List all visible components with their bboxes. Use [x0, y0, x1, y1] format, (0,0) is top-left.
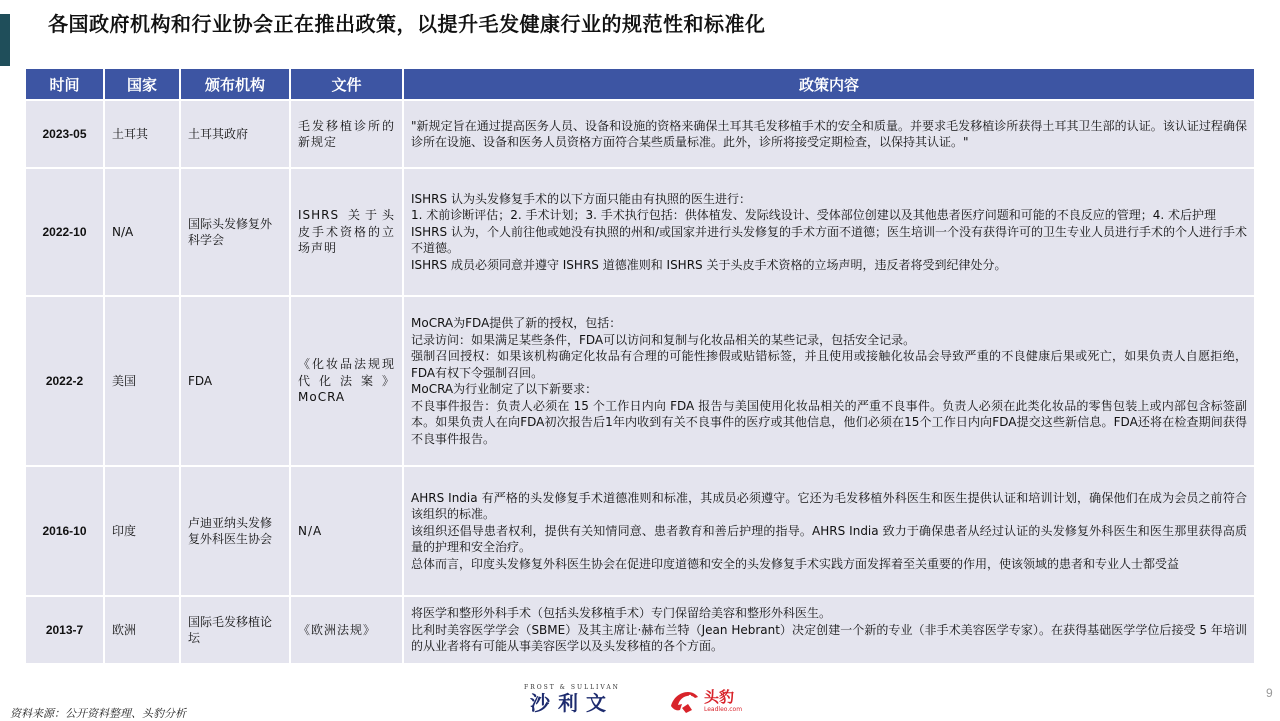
- cell-country: 土耳其: [104, 100, 180, 168]
- table-row: [26, 296, 1254, 466]
- cell-policy-content: [403, 466, 1254, 596]
- content-line: ISHRS 认为头发修复手术的以下方面只能由有执照的医生进行：: [411, 191, 751, 206]
- cell-document: ISHRS 关于头皮手术资格的立场声明: [290, 168, 403, 296]
- leopard-icon: [668, 686, 700, 716]
- cell-country: 欧洲: [104, 596, 180, 664]
- table-row: [26, 596, 1254, 664]
- table-row: [26, 466, 1254, 596]
- content-line: 比利时美容医学学会（SBME）及其主席让·赫布兰特（Jean Hebrant）决定创建一个新的专业（非手术美容医学专家）。在获得基础医学学位后接受 5 年培训的从业者将有可能从事美容医学以及头发移植的各个方面。: [411, 622, 1247, 654]
- cell-time: 2022-10: [26, 168, 104, 296]
- cell-time: 2023-05: [26, 100, 104, 168]
- cell-org: 卢迪亚纳头发修复外科医生协会: [180, 466, 290, 596]
- cell-country: 印度: [104, 466, 180, 596]
- header-org: 颁布机构: [180, 69, 290, 100]
- content-line: 强制召回授权：如果该机构确定化妆品有合理的可能性掺假或贴错标签，并且使用或接触化妆品会导致严重的不良健康后果或死亡，如果负责人自愿拒绝，FDA有权下令强制召回。: [411, 349, 1247, 380]
- cell-time: 2016-10: [26, 466, 104, 596]
- cell-policy-content: [403, 596, 1254, 664]
- accent-bar: [0, 14, 10, 66]
- page-title: 各国政府机构和行业协会正在推出政策，以提升毛发健康行业的规范性和标准化: [48, 12, 766, 36]
- leadleo-logo-url: Leadleo.com: [704, 706, 743, 713]
- cell-document: N/A: [290, 466, 403, 596]
- content-line: 总体而言，印度头发修复外科医生协会在促进印度道德和安全的头发修复手术实践方面发挥着至关重要的作用，使该领域的患者和专业人士都受益: [411, 556, 1180, 571]
- table-header-row: [26, 69, 1254, 100]
- cell-country: 美国: [104, 296, 180, 466]
- content-line: 记录访问：如果满足某些条件，FDA可以访问和复制与化妆品相关的某些记录，包括安全记录。: [411, 332, 916, 347]
- table-row: [26, 168, 1254, 296]
- content-line: AHRS India 有严格的头发修复手术道德准则和标准，其成员必须遵守。它还为毛发移植外科医生和医生提供认证和培训计划，确保他们在成为会员之前符合该组织的标准。: [411, 490, 1247, 522]
- cell-org: 土耳其政府: [180, 100, 290, 168]
- table-row: [26, 100, 1254, 168]
- cell-org: 国际毛发移植论坛: [180, 596, 290, 664]
- header-document: 文件: [290, 69, 403, 100]
- cell-country: N/A: [104, 168, 180, 296]
- header-country: 国家: [104, 69, 180, 100]
- cell-policy-content: [403, 168, 1254, 296]
- policy-table: [26, 69, 1254, 665]
- header-policy-content: 政策内容: [403, 69, 1254, 100]
- cell-org: FDA: [180, 296, 290, 466]
- content-line: 不良事件报告：负责人必须在 15 个工作日内向 FDA 报告与美国使用化妆品相关的严重不良事件。负责人必须在此类化妆品的零售包装上或内部包含标签副本。如果负责人在向FDA初次报告后1年内收到有关不良事件的医疗或其他信息，他们必须在15个工作日内向FDA提交这些新信息。FDA还将在检查期间获得不良事件报告。: [411, 398, 1247, 446]
- cell-document: 毛发移植诊所的新规定: [290, 100, 403, 168]
- content-line: MoCRA为FDA提供了新的授权，包括：: [411, 316, 622, 330]
- cell-policy-content: [403, 100, 1254, 168]
- leadleo-logo-text: 头豹: [704, 688, 735, 706]
- content-line: ISHRS 认为，个人前往他或她没有执照的州和/或国家并进行头发修复的手术方面不道德；医生培训一个没有获得许可的卫生专业人员进行手术的个人进行手术不道德。: [411, 224, 1247, 256]
- cell-document: 《化妆品法规现代化法案》MoCRA: [290, 296, 403, 466]
- leadleo-logo: [668, 684, 758, 718]
- content-line: "新规定旨在通过提高医务人员、设备和设施的资格来确保土耳其毛发移植手术的安全和质量。并要求毛发移植诊所获得土耳其卫生部的认证。该认证过程确保诊所在设施、设备和医务人员资格方面符合某些质量标准。此外，诊所将接受定期检查，以保持其认证。": [411, 118, 1247, 149]
- cell-org: 国际头发修复外科学会: [180, 168, 290, 296]
- frost-sullivan-logo: [512, 684, 632, 718]
- content-line: 1. 术前诊断评估；2. 手术计划；3. 手术执行包括：供体植发、发际线设计、受体部位创建以及其他患者医疗问题和可能的不良反应的管理；4. 术后护理: [411, 208, 1217, 223]
- content-line: MoCRA为行业制定了以下新要求：: [411, 382, 598, 396]
- cell-document: 《欧洲法规》: [290, 596, 403, 664]
- content-line: 该组织还倡导患者权利，提供有关知情同意、患者教育和善后护理的指导。AHRS India 致力于确保患者从经过认证的头发修复外科医生和医生那里获得高质量的护理和安全治疗。: [411, 523, 1247, 555]
- content-line: ISHRS 成员必须同意并遵守 ISHRS 道德准则和 ISHRS 关于头皮手术资格的立场声明，违反者将受到纪律处分。: [411, 257, 1007, 272]
- source-note: 资料来源：公开资料整理、头豹分析: [10, 707, 186, 720]
- frost-sullivan-logo-cn: 沙利文: [530, 691, 614, 715]
- cell-time: 2013-7: [26, 596, 104, 664]
- cell-policy-content: [403, 296, 1254, 466]
- content-line: 将医学和整形外科手术（包括头发移植手术）专门保留给美容和整形外科医生。: [411, 606, 832, 621]
- frost-sullivan-logo-en: FROST & SULLIVAN: [524, 684, 620, 691]
- header-time: 时间: [26, 69, 104, 100]
- cell-time: 2022-2: [26, 296, 104, 466]
- page-number: 9: [1266, 686, 1273, 700]
